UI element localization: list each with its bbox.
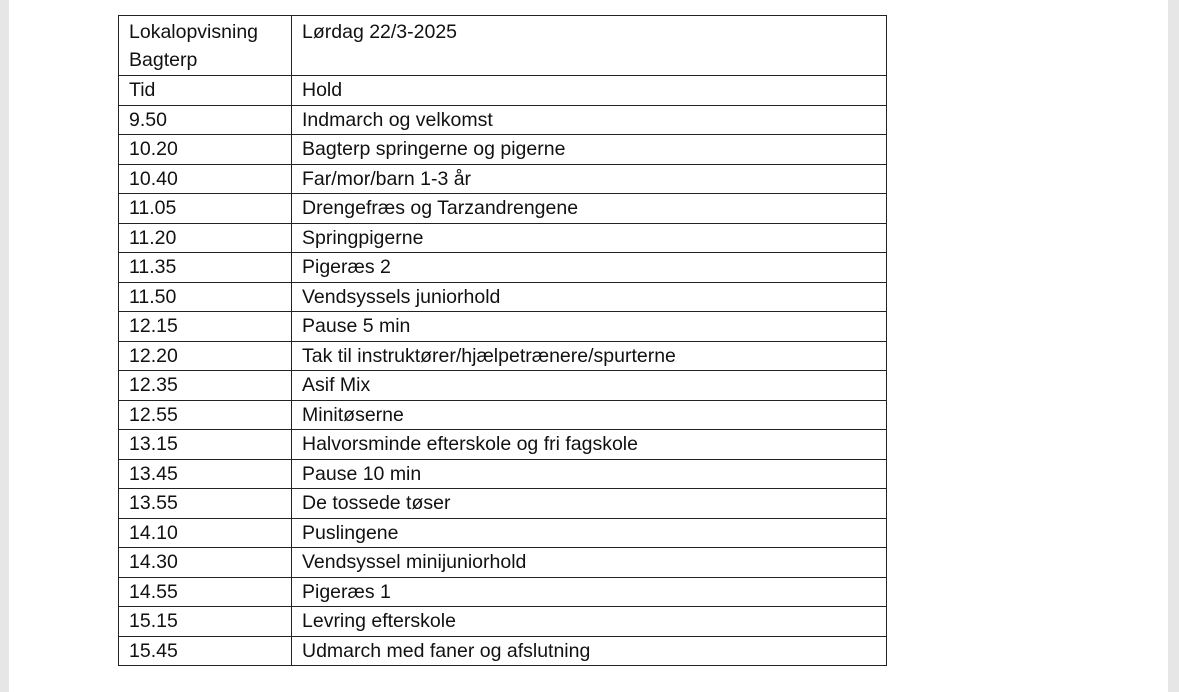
event-date-cell: Lørdag 22/3-2025 xyxy=(292,16,887,76)
time-cell: 12.55 xyxy=(119,400,292,430)
event-title-cell xyxy=(119,16,292,76)
table-row xyxy=(119,548,887,578)
time-cell: 10.40 xyxy=(119,164,292,194)
time-cell: 9.50 xyxy=(119,105,292,135)
table-row xyxy=(119,164,887,194)
time-cell: 15.45 xyxy=(119,636,292,666)
table-row xyxy=(119,459,887,489)
time-cell: 10.20 xyxy=(119,135,292,165)
team-cell: Tak til instruktører/hjælpetrænere/spurterne xyxy=(292,341,887,371)
table-row xyxy=(119,341,887,371)
time-cell: 13.45 xyxy=(119,459,292,489)
team-cell: Minitøserne xyxy=(292,400,887,430)
column-header-row xyxy=(119,76,887,106)
team-cell: Vendsyssels juniorhold xyxy=(292,282,887,312)
column-header-team: Hold xyxy=(292,76,887,106)
team-cell: Pigeræs 1 xyxy=(292,577,887,607)
team-cell: Pigeræs 2 xyxy=(292,253,887,283)
time-cell: 14.30 xyxy=(119,548,292,578)
table-row xyxy=(119,489,887,519)
team-cell: Levring efterskole xyxy=(292,607,887,637)
team-cell: Drengefræs og Tarzandrengene xyxy=(292,194,887,224)
table-row xyxy=(119,194,887,224)
table-row xyxy=(119,636,887,666)
time-cell: 11.20 xyxy=(119,223,292,253)
time-cell: 11.35 xyxy=(119,253,292,283)
time-cell: 14.55 xyxy=(119,577,292,607)
team-cell: Asif Mix xyxy=(292,371,887,401)
schedule-table xyxy=(118,15,887,666)
time-cell: 12.20 xyxy=(119,341,292,371)
team-cell: Far/mor/barn 1-3 år xyxy=(292,164,887,194)
scrollbar-track[interactable] xyxy=(1171,0,1179,692)
table-row xyxy=(119,577,887,607)
document-page xyxy=(9,0,1168,692)
time-cell: 15.15 xyxy=(119,607,292,637)
table-row xyxy=(119,105,887,135)
time-cell: 11.05 xyxy=(119,194,292,224)
time-cell: 13.15 xyxy=(119,430,292,460)
table-row xyxy=(119,223,887,253)
event-title-line2: Bagterp xyxy=(129,49,198,71)
team-cell: Udmarch med faner og afslutning xyxy=(292,636,887,666)
team-cell: Springpigerne xyxy=(292,223,887,253)
table-row xyxy=(119,312,887,342)
team-cell: Indmarch og velkomst xyxy=(292,105,887,135)
table-row xyxy=(119,282,887,312)
table-row xyxy=(119,135,887,165)
team-cell: Halvorsminde efterskole og fri fagskole xyxy=(292,430,887,460)
team-cell: Bagterp springerne og pigerne xyxy=(292,135,887,165)
table-row xyxy=(119,518,887,548)
team-cell: De tossede tøser xyxy=(292,489,887,519)
team-cell: Vendsyssel minijuniorhold xyxy=(292,548,887,578)
time-cell: 12.15 xyxy=(119,312,292,342)
time-cell: 12.35 xyxy=(119,371,292,401)
team-cell: Puslingene xyxy=(292,518,887,548)
table-row xyxy=(119,400,887,430)
team-cell: Pause 5 min xyxy=(292,312,887,342)
event-title-line1: Lokalopvisning xyxy=(129,21,259,43)
column-header-time: Tid xyxy=(119,76,292,106)
table-row xyxy=(119,371,887,401)
table-row xyxy=(119,430,887,460)
table-row xyxy=(119,607,887,637)
table-row xyxy=(119,253,887,283)
time-cell: 13.55 xyxy=(119,489,292,519)
table-header-row xyxy=(119,16,887,76)
time-cell: 11.50 xyxy=(119,282,292,312)
team-cell: Pause 10 min xyxy=(292,459,887,489)
time-cell: 14.10 xyxy=(119,518,292,548)
